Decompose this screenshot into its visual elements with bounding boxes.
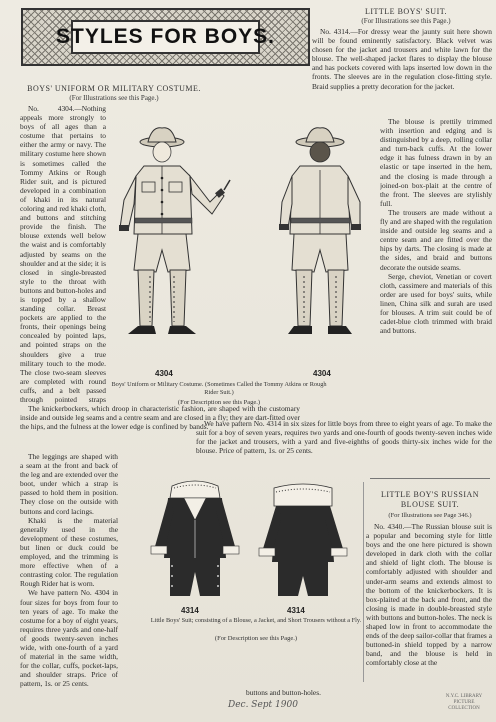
- little-boys-suit-heading: LITTLE BOYS' SUIT.: [364, 7, 448, 16]
- military-costume-caption: Boys' Uniform or Military Costume. (Sometimes Called the Tommy Atkins or Rough Rider Suit.): [111, 381, 327, 396]
- section-divider: [370, 478, 490, 479]
- russian-blouse-text: [366, 522, 492, 678]
- paragraph: No. 4340.—The Russian blouse suit is a popular and becoming style for little boys and the one here pictured is shown developed in dark cloth with the collar and shield of light cloth. The blouse is comfortably adjusted with shoulder and under-arm seams and extends almost to the bottom of the knickerbockers. It is box-plaited at the back and front, and the closing is made in double-breasted style with buttons and button-holes. The neck is shaped low in front to accommodate the ends of the deep sailor-collar that frames a buttoned-in shield topped by a narrow band, and the blouse is held in comfortably close at the: [366, 522, 492, 668]
- little-boys-suit-text-side: [380, 117, 492, 391]
- figure-number-4314-front: 4314: [181, 606, 199, 615]
- handwritten-date: Dec. Sept 1900: [228, 700, 298, 710]
- military-costume-heading: BOYS' UNIFORM OR MILITARY COSTUME.: [27, 84, 201, 93]
- paragraph: The trousers are made without a fly and are shaped with the regulation inside and outside leg seams and a centre seam and are fitted over the hips by darts. The closing is made at the sides, and braid and buttons decorate the outside seams.: [380, 207, 492, 272]
- little-boys-suit-text-pattern: [196, 419, 492, 473]
- column-separator: [363, 482, 364, 682]
- little-boys-suit-back-illustration: [258, 482, 348, 607]
- figure-number-4304-back: 4304: [313, 369, 331, 378]
- library-stamp: N.Y.C. LIBRARY PICTURE COLLECTION: [445, 694, 483, 711]
- paragraph: We have pattern No. 4314 in six sizes for little boys from three to eight years of age. To make the suit for a boy of seven years, requires two yards and one-fourth of goods twenty-seven inches wide for the jacket and trousers, with a yard and five-eighths of goods thirty-six inches wide for the blouse. Price of pattern, 1s. or 25 cents.: [196, 419, 492, 456]
- paragraph: No. 4314.—For dressy wear the jaunty suit here shown will be found eminently satisfactory. Black velvet was chosen for the jacket and trousers and white lawn for the blouse. The well-shaped jacket flares to display the blouse and has pockets covered with laps inserted low down in the fronts. The sleeves are in the regulation close-fitting style. Braid supplies a pretty decoration for the jacket.: [312, 27, 492, 91]
- paragraph: The leggings are shaped with a seam at the front and back of the leg and are extended over the boot, under which a strap is passed to hold them in position. They close on the outside with buttons and cord lacings.: [20, 452, 118, 516]
- little-boys-suit-caption: Little Boys' Suit; consisting of a Blouse, a Jacket, and Short Trousers without a Fly.: [150, 617, 362, 624]
- section-banner: [21, 8, 310, 66]
- military-costume-text-upper: [20, 104, 106, 404]
- little-boys-suit-text-top: [312, 27, 492, 117]
- military-costume-note: (For Illustrations see this Page.): [69, 94, 159, 102]
- military-costume-caption-note: (For Description see this Page.): [177, 399, 261, 406]
- russian-blouse-note: (For Illustrations see Page 346.): [388, 512, 472, 519]
- russian-blouse-heading-line: [366, 490, 494, 510]
- paragraph: We have pattern No. 4304 in four sizes for boys from four to ten years of age. To make the costume for a boy of eight years, requires three yards and one-half of goods twenty-seven inches wide, with one-fourth of a yard of material in the same width, for the collar, cuffs, pocket-laps, and shoulder straps. Price of pattern, 1s. or 25 cents.: [20, 588, 118, 689]
- little-boys-suit-note: (For Illustrations see this Page.): [361, 17, 451, 25]
- little-boys-suit-front-illustration: [150, 480, 240, 605]
- paragraph: Khaki is the material generally used in the development of these costumes, but linen or duck could be employed, and the trimming is more effective when of a contrasting color. The regulation Rough Rider hat is worn.: [20, 515, 118, 589]
- banner-title: STYLES FOR BOYS.: [55, 25, 276, 48]
- paragraph: The knickerbockers, which droop in characteristic fashion, are shaped with the customary inside and outside leg seams and a centre seam and are closed in a fly; they are dart-fitted over the hips, and the fulness at the lower edge is confined by bands.: [20, 404, 300, 432]
- paragraph: The blouse is prettily trimmed with insertion and edging and is distinguished by a deep, rolling collar and turn-back cuffs. At the lower edge it has fulness drawn in by an elastic or tape inserted in the hem, and the closing is made through a joined-on box-plait at the centre of the front. The sleeves are stylishly full.: [380, 117, 492, 208]
- paragraph: buttons and button-holes.: [246, 688, 321, 697]
- military-costume-front-illustration: [110, 130, 230, 370]
- military-costume-text-lower: [20, 452, 118, 692]
- figure-number-4314-back: 4314: [287, 606, 305, 615]
- paragraph: Serge, cheviot, Venetian or covert cloth, cassimere and materials of this order are used for boys' suits, while linen, China silk and surah are used for blouses. A trim suit could be of cadet-blue cloth trimmed with braid and buttons.: [380, 271, 492, 336]
- russian-blouse-heading: LITTLE BOY'S RUSSIAN BLOUSE SUIT.: [380, 490, 480, 509]
- little-boys-suit-caption-note: (For Description see this Page.): [214, 635, 298, 642]
- little-boys-suit-tail: [246, 688, 362, 698]
- banner-title-box: [55, 20, 276, 54]
- paragraph: No. 4304.—Nothing appeals more strongly to boys of all ages than a costume that pertains to either the army or navy. The military costume here shown is sometimes called the Tommy Atkins or Rough Rider suit, and is pictured developed in a combination of khaki in its natural coloring and red khaki cloth, and buttons and stitching provide the finish. The blouse extends well below the waist and is comfortably adjusted by seams on the shoulder and at the side; it is closed in single-breasted style to the throat with buttons and button-holes and is topped by a shallow standing collar. Breast pockets are applied to the fronts, their openings being concealed by pointed laps, and pointed straps on the shoulders give a true military touch to the mode. The close two-seam sleeves are completed with round cuffs, and a belt passed through pointed straps: [20, 104, 106, 404]
- military-costume-back-illustration: [268, 130, 368, 370]
- figure-number-4304-front: 4304: [155, 369, 173, 378]
